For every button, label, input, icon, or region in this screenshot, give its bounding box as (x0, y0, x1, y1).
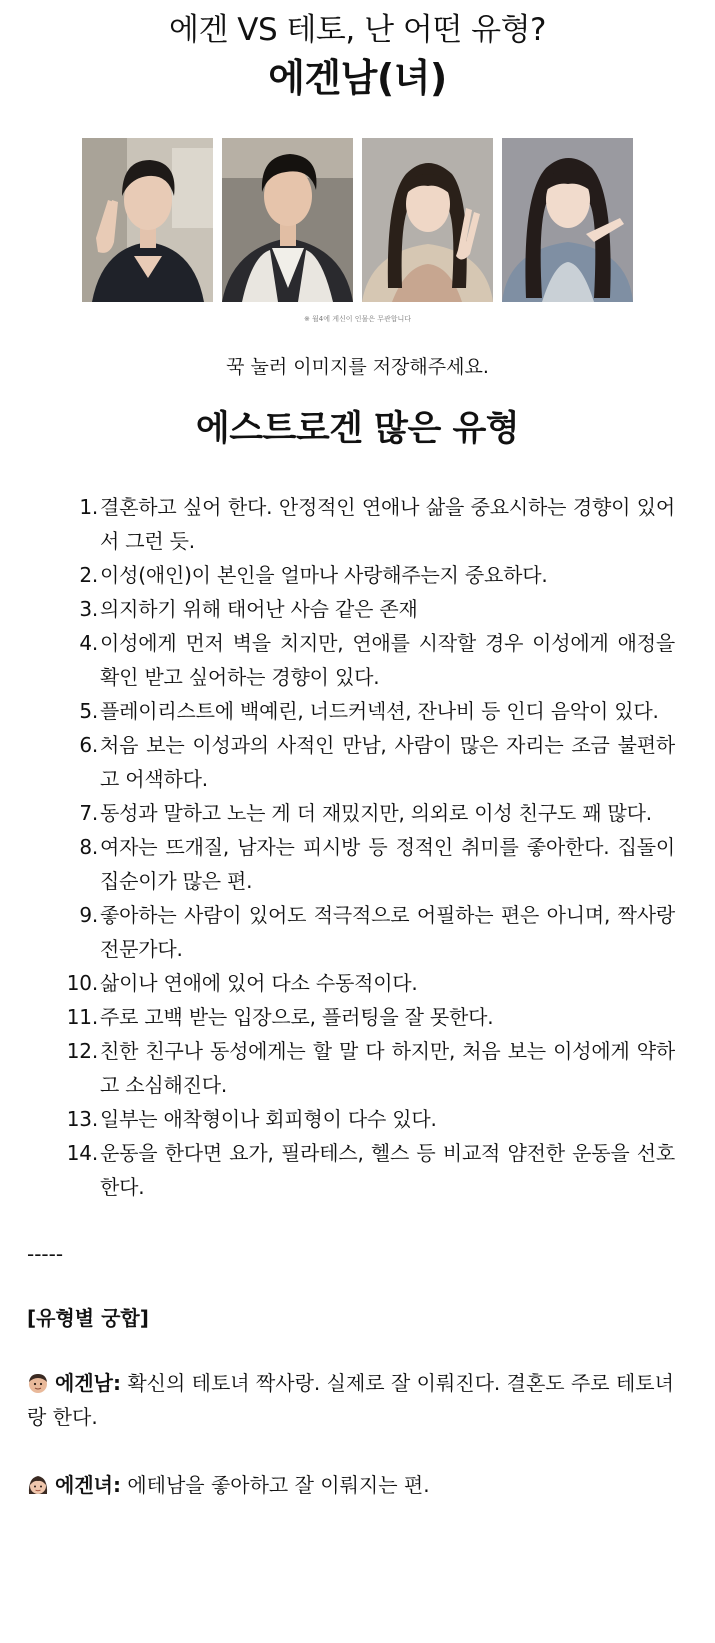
list-number: 10. (66, 971, 98, 995)
list-item (64, 1034, 675, 1102)
compat-text: 확신의 테토녀 짝사랑. 실제로 잘 이뤄진다. 결혼도 주로 테토녀랑 한다. (27, 1371, 674, 1429)
photo-caption: ※ 월4에 게신이 인물은 무관합니다 (303, 315, 412, 323)
list-item (64, 694, 675, 728)
list-text: 결혼하고 싶어 한다. 안정적인 연애나 삶을 중요시하는 경향이 있어서 그런 듯. (100, 495, 675, 553)
list-number: 12. (66, 1039, 98, 1063)
list-item (64, 490, 675, 558)
list-text: 플레이리스트에 백예린, 너드커넥션, 잔나비 등 인디 음악이 있다. (100, 699, 659, 723)
list-number: 4. (79, 631, 98, 655)
list-number: 14. (66, 1141, 98, 1165)
photo-woman-denim[interactable] (502, 138, 633, 302)
list-item (64, 796, 675, 830)
list-text: 삶이나 연애에 있어 다소 수동적이다. (100, 971, 418, 995)
list-item (64, 626, 675, 694)
list-number: 11. (66, 1005, 98, 1029)
section-title: 에스트로겐 많은 유형 (195, 409, 520, 449)
list-text: 처음 보는 이성과의 사적인 만남, 사람이 많은 자리는 조금 불편하고 어색하다. (100, 733, 675, 791)
list-number: 5. (79, 699, 98, 723)
list-item (64, 1000, 675, 1034)
list-number: 6. (79, 733, 98, 757)
list-item (64, 830, 675, 898)
man-emoji-icon (27, 1370, 49, 1392)
list-number: 3. (79, 597, 98, 621)
list-text: 동성과 말하고 노는 게 더 재밌지만, 의외로 이성 친구도 꽤 많다. (100, 801, 652, 825)
list-item (64, 592, 675, 626)
list-text: 운동을 한다면 요가, 필라테스, 헬스 등 비교적 얌전한 운동을 선호한다. (100, 1141, 675, 1199)
photo-man-peace-sign[interactable] (82, 138, 213, 302)
list-text: 이성에게 먼저 벽을 치지만, 연애를 시작할 경우 이성에게 애정을 확인 받고 싶어하는 경향이 있다. (100, 631, 675, 689)
photo-woman-sweater[interactable] (362, 138, 493, 302)
list-number: 2. (79, 563, 98, 587)
compat-item-egen-woman (27, 1468, 675, 1502)
list-text: 이성(애인)이 본인을 얼마나 사랑해주는지 중요하다. (100, 563, 548, 587)
text-divider: ----- (27, 1242, 64, 1266)
list-text: 좋아하는 사람이 있어도 적극적으로 어필하는 편은 아니며, 짝사랑 전문가다. (100, 903, 675, 961)
list-number: 9. (79, 903, 98, 927)
list-item (64, 558, 675, 592)
compat-item-egen-man (27, 1366, 675, 1434)
list-text: 주로 고백 받는 입장으로, 플러팅을 잘 못한다. (100, 1005, 494, 1029)
photo-strip (0, 138, 715, 302)
list-item (64, 1136, 675, 1204)
list-text: 여자는 뜨개질, 남자는 피시방 등 정적인 취미를 좋아한다. 집돌이 집순이가 많은 편. (100, 835, 675, 893)
list-text: 친한 친구나 동성에게는 할 말 다 하지만, 처음 보는 이성에게 약하고 소심해진다. (100, 1039, 675, 1097)
list-text: 의지하기 위해 태어난 사슴 같은 존재 (100, 597, 418, 621)
traits-list (0, 490, 715, 1204)
list-number: 1. (79, 495, 98, 519)
compat-text: 에테남을 좋아하고 잘 이뤄지는 편. (120, 1473, 430, 1497)
compat-label: 에겐남: (55, 1371, 121, 1395)
compat-label: 에겐녀: (55, 1473, 121, 1497)
photo-man-jacket[interactable] (222, 138, 353, 302)
list-item (64, 728, 675, 796)
page-title: 에겐 VS 테토, 난 어떤 유형? (169, 12, 546, 48)
save-instruction: 꾹 눌러 이미지를 저장해주세요. (226, 356, 489, 378)
compat-heading: [유형별 궁합] (27, 1306, 149, 1330)
list-number: 8. (79, 835, 98, 859)
list-number: 13. (66, 1107, 98, 1131)
list-item (64, 1102, 675, 1136)
list-text: 일부는 애착형이나 회피형이 다수 있다. (100, 1107, 437, 1131)
woman-emoji-icon (27, 1472, 49, 1494)
list-number: 7. (79, 801, 98, 825)
page-subtitle: 에겐남(녀) (268, 56, 447, 100)
list-item (64, 898, 675, 966)
list-item (64, 966, 675, 1000)
